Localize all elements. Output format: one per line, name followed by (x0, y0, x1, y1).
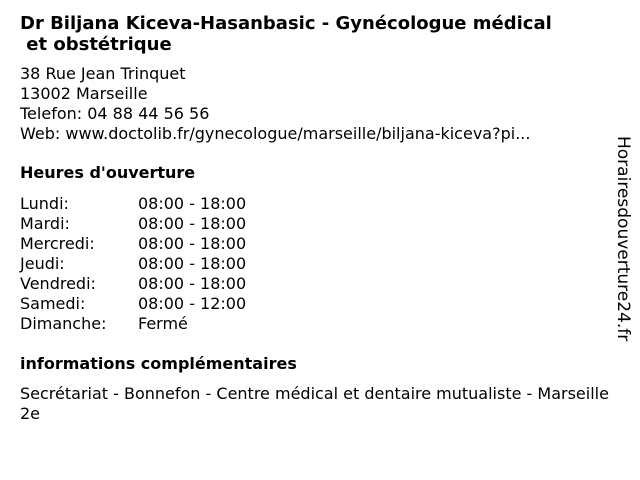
time-value: 08:00 - 12:00 (138, 294, 247, 313)
city: 13002 Marseille (20, 84, 148, 103)
hours-row-sunday (20, 314, 246, 334)
opening-hours-heading: Heures d'ouverture (20, 163, 196, 182)
day-label: Samedi: (20, 294, 86, 313)
hours-row-thursday (20, 254, 246, 274)
day-label: Vendredi: (20, 274, 96, 293)
hours-row-friday (20, 274, 246, 294)
time-value: 08:00 - 18:00 (138, 254, 247, 273)
time-value: Fermé (138, 314, 188, 333)
day-label: Mardi: (20, 214, 70, 233)
additional-info-heading: informations complémentaires (20, 354, 297, 373)
hours-row-saturday (20, 294, 246, 314)
day-label: Mercredi: (20, 234, 95, 253)
address-block (20, 64, 530, 144)
hours-row-monday (20, 194, 246, 214)
day-label: Jeudi: (20, 254, 65, 273)
page-title: Dr Biljana Kiceva-Hasanbasic - Gynécologue médical et obstétrique (20, 13, 552, 55)
additional-info-text: Secrétariat - Bonnefon - Centre médical et dentaire mutualiste - Marseille 2e (20, 384, 609, 423)
hours-row-wednesday (20, 234, 246, 254)
hours-row-tuesday (20, 214, 246, 234)
day-label: Lundi: (20, 194, 69, 213)
time-value: 08:00 - 18:00 (138, 234, 247, 253)
phone-number[interactable]: Telefon: 04 88 44 56 56 (20, 104, 210, 123)
time-value: 08:00 - 18:00 (138, 274, 247, 293)
day-label: Dimanche: (20, 314, 107, 333)
website-link[interactable]: Web: www.doctolib.fr/gynecologue/marseille/biljana-kiceva?pi... (20, 124, 531, 143)
time-value: 08:00 - 18:00 (138, 214, 247, 233)
opening-hours-table (20, 194, 246, 334)
time-value: 08:00 - 18:00 (138, 194, 247, 213)
site-watermark: Horairesdouverture24.fr (613, 136, 633, 342)
street-address: 38 Rue Jean Trinquet (20, 64, 186, 83)
